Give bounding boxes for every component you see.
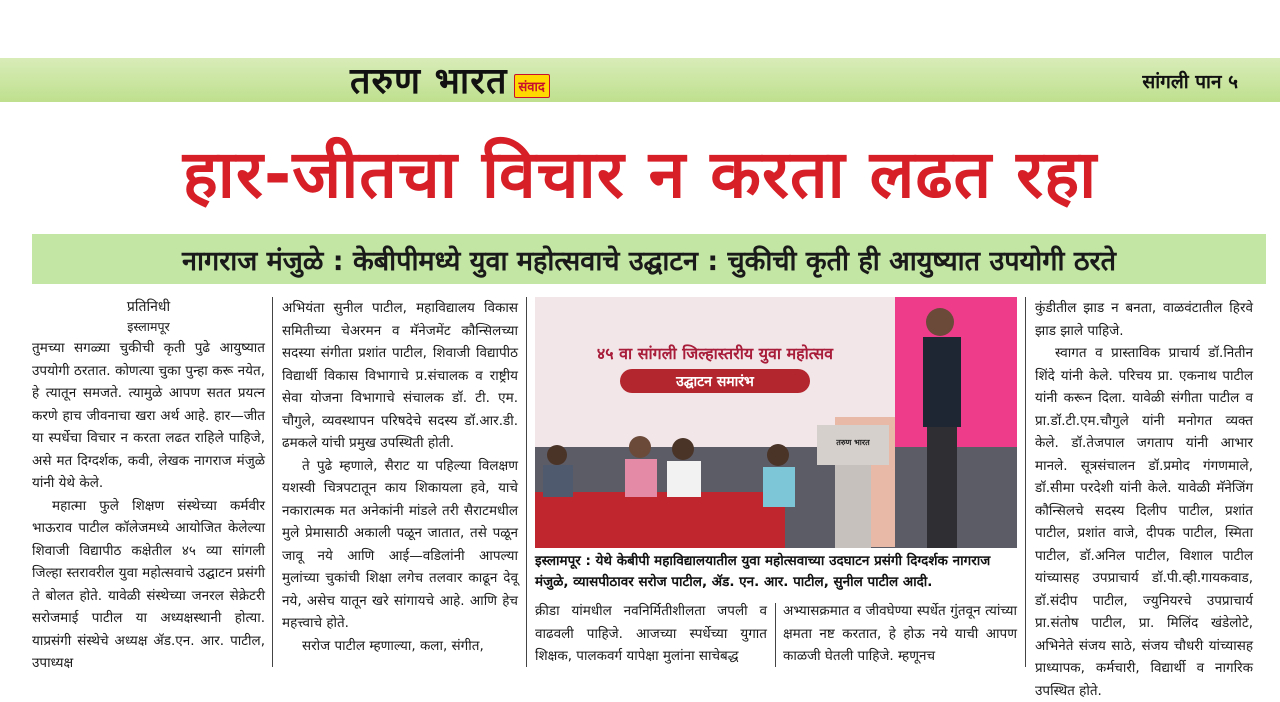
article-column-3 xyxy=(535,600,767,668)
column-divider xyxy=(272,297,273,667)
banner-line-1: ४५ वा सांगली जिल्हास्तरीय युवा महोत्सव xyxy=(596,344,834,363)
masthead-tag: संवाद xyxy=(514,74,550,98)
column-divider xyxy=(775,603,776,667)
article-column-1 xyxy=(32,297,265,675)
page-reference: सांगली पान ५ xyxy=(1142,71,1238,93)
paragraph: स्वागत व प्रास्ताविक प्राचार्य डॉ.नितीन शिंदे यांनी केले. परिचय प्रा. एकनाथ पाटील यांनी करून दिला. यावेळी संगीता पाटील व प्रा.डॉ.टी.एम.चौगुले यांनी मनोगत व्यक्त केले. डॉ.तेजपाल जगताप यांनी आभार मानले. सूत्रसंचालन डॉ.प्रमोद गंगणमाले, डॉ.सीमा परदेशी यांनी केले. यावेळी मॅनेजिंग कौन्सिलचे सदस्य दिलीप पाटील, प्रशांत पाटील, प्रशांत वाजे, दीपक पाटील, स्मिता पाटील, डॉ.अनिल पाटील, विशाल पाटील यांच्यासह उपप्राचार्य डॉ.पी.व्ही.गायकवाड, डॉ.संदीप पाटील, ज्युनियरचे उपप्राचार्य प्रा.संतोष पाटील, प्रा. मिलिंद खंडेलोटे, अभिनेते संजय साठे, संजय चौधरी यांच्यासह प्राध्यापक, कर्मचारी, विद्यार्थी व नागरिक उपस्थित होते. xyxy=(1035,345,1253,699)
banner-line-2: उद्घाटन समारंभ xyxy=(676,374,754,390)
event-photo xyxy=(535,297,1017,548)
paragraph: अभ्यासक्रमात व जीवघेण्या स्पर्धेत गुंतवून त्यांच्या क्षमता नष्ट करतात, हे होऊ नये याची आपण काळजी घेतली पाहिजे. म्हणूनच xyxy=(783,603,1017,664)
subheadline: नागराज मंजुळे : केबीपीमध्ये युवा महोत्सवाचे उद्घाटन : चुकीची कृती ही आयुष्यात उपयोगी ठरते xyxy=(182,245,1116,277)
paragraph: क्रीडा यांमधील नवनिर्मितीशीलता जपली व वाढवली पाहिजे. आजच्या स्पर्धेच्या युगात शिक्षक, पालकवर्ग यापेक्षा मुलांना साचेबद्ध xyxy=(535,603,767,664)
photo-caption: इस्लामपूर : येथे केबीपी महाविद्यालयातील युवा महोत्सवाच्या उदघाटन प्रसंगी दिग्दर्शक नागराज मंजुळे, व्यासपीठावर सरोज पाटील, ॲड. एन. आर. पाटील, सुनील पाटील आदी. xyxy=(535,553,991,590)
byline-reporter: प्रतिनिधी xyxy=(126,299,171,315)
event-photo-graphic xyxy=(535,297,1017,548)
column-divider xyxy=(1025,297,1026,667)
podium-label: तरुण भारत xyxy=(836,438,870,447)
paragraph: अभियंता सुनील पाटील, महाविद्यालय विकास समितीच्या चेअरमन व मॅनेजमेंट कौन्सिलच्या सदस्या संगीता प्रशांत पाटील, शिवाजी विद्यापीठ विद्यार्थी विकास विभागाचे प्र.संचालक व राष्ट्रीय सेवा योजना विभागाचे संचालक डॉ. टी. एम. चौगुले, व्यवस्थापन परिषदेचे सदस्य डॉ.आर.डी. ढमकले यांची प्रमुख उपस्थिती होती. xyxy=(282,300,518,451)
paragraph: ते पुढे म्हणाले, सैराट या पहिल्या विलक्षण यशस्वी चित्रपटातून काय शिकायला हवे, याचे नकारात्मक मत अनेकांनी मांडले तरी सैराटमधील मुले प्रेमासाठी अकाली पळून जातात, तसे पळून जावू नये आणि आई—वडिलांनी आपल्या मुलांच्या चुकांची शिक्षा लगेच तलवार काढून देवू नये, असेच यातून खरे सांगायचे आहे. आणि हेच महत्त्वाचे होते. xyxy=(282,457,518,631)
headline: हार-जीतचा विचार न करता लढत रहा xyxy=(182,136,1098,213)
article-column-2 xyxy=(282,297,518,657)
newspaper-masthead xyxy=(350,55,550,103)
masthead-logo: तरुण भारत xyxy=(350,59,508,102)
paragraph: महात्मा फुले शिक्षण संस्थेच्या कर्मवीर भाऊराव पाटील कॉलेजमध्ये आयोजित केलेल्या शिवाजी विद्यापीठ कक्षेतील ४५ व्या सांगली जिल्हा स्तरावरील युवा महोत्सवाचे उद्घाटन प्रसंगी ते बोलत होते. यावेळी संस्थेच्या जनरल सेक्रेटरी सरोजमाई पाटील या अध्यक्षस्थानी होत्या. याप्रसंगी संस्थेचे अध्यक्ष ॲड.एन. आर. पाटील, उपाध्यक्ष xyxy=(32,497,265,671)
article-column-5 xyxy=(1035,297,1253,702)
paragraph: सरोज पाटील म्हणाल्या, कला, संगीत, xyxy=(302,637,484,654)
column-divider xyxy=(526,297,527,667)
paragraph: तुमच्या सगळ्या चुकीची कृती पुढे आयुष्यात उपयोगी ठरतात. कोणत्या चुका पुन्हा करू नयेत, हे त्यातून समजते. त्यामुळे आपण सतत प्रयत्न करणे हाच जीवनाचा खरा अर्थ आहे. हार—जीत या स्पर्धेचा विचार न करता लढत राहिले पाहिजे, असे मत दिग्दर्शक, कवी, लेखक नागराज मंजुळे यांनी येथे केले. xyxy=(32,340,265,491)
paragraph: कुंडीतील झाड न बनता, वाळवंटातील हिरवे झाड झाले पाहिजे. xyxy=(1035,300,1253,339)
article-column-4 xyxy=(783,600,1017,668)
masthead-band xyxy=(0,58,1280,102)
byline-place: इस्लामपूर xyxy=(127,319,170,334)
